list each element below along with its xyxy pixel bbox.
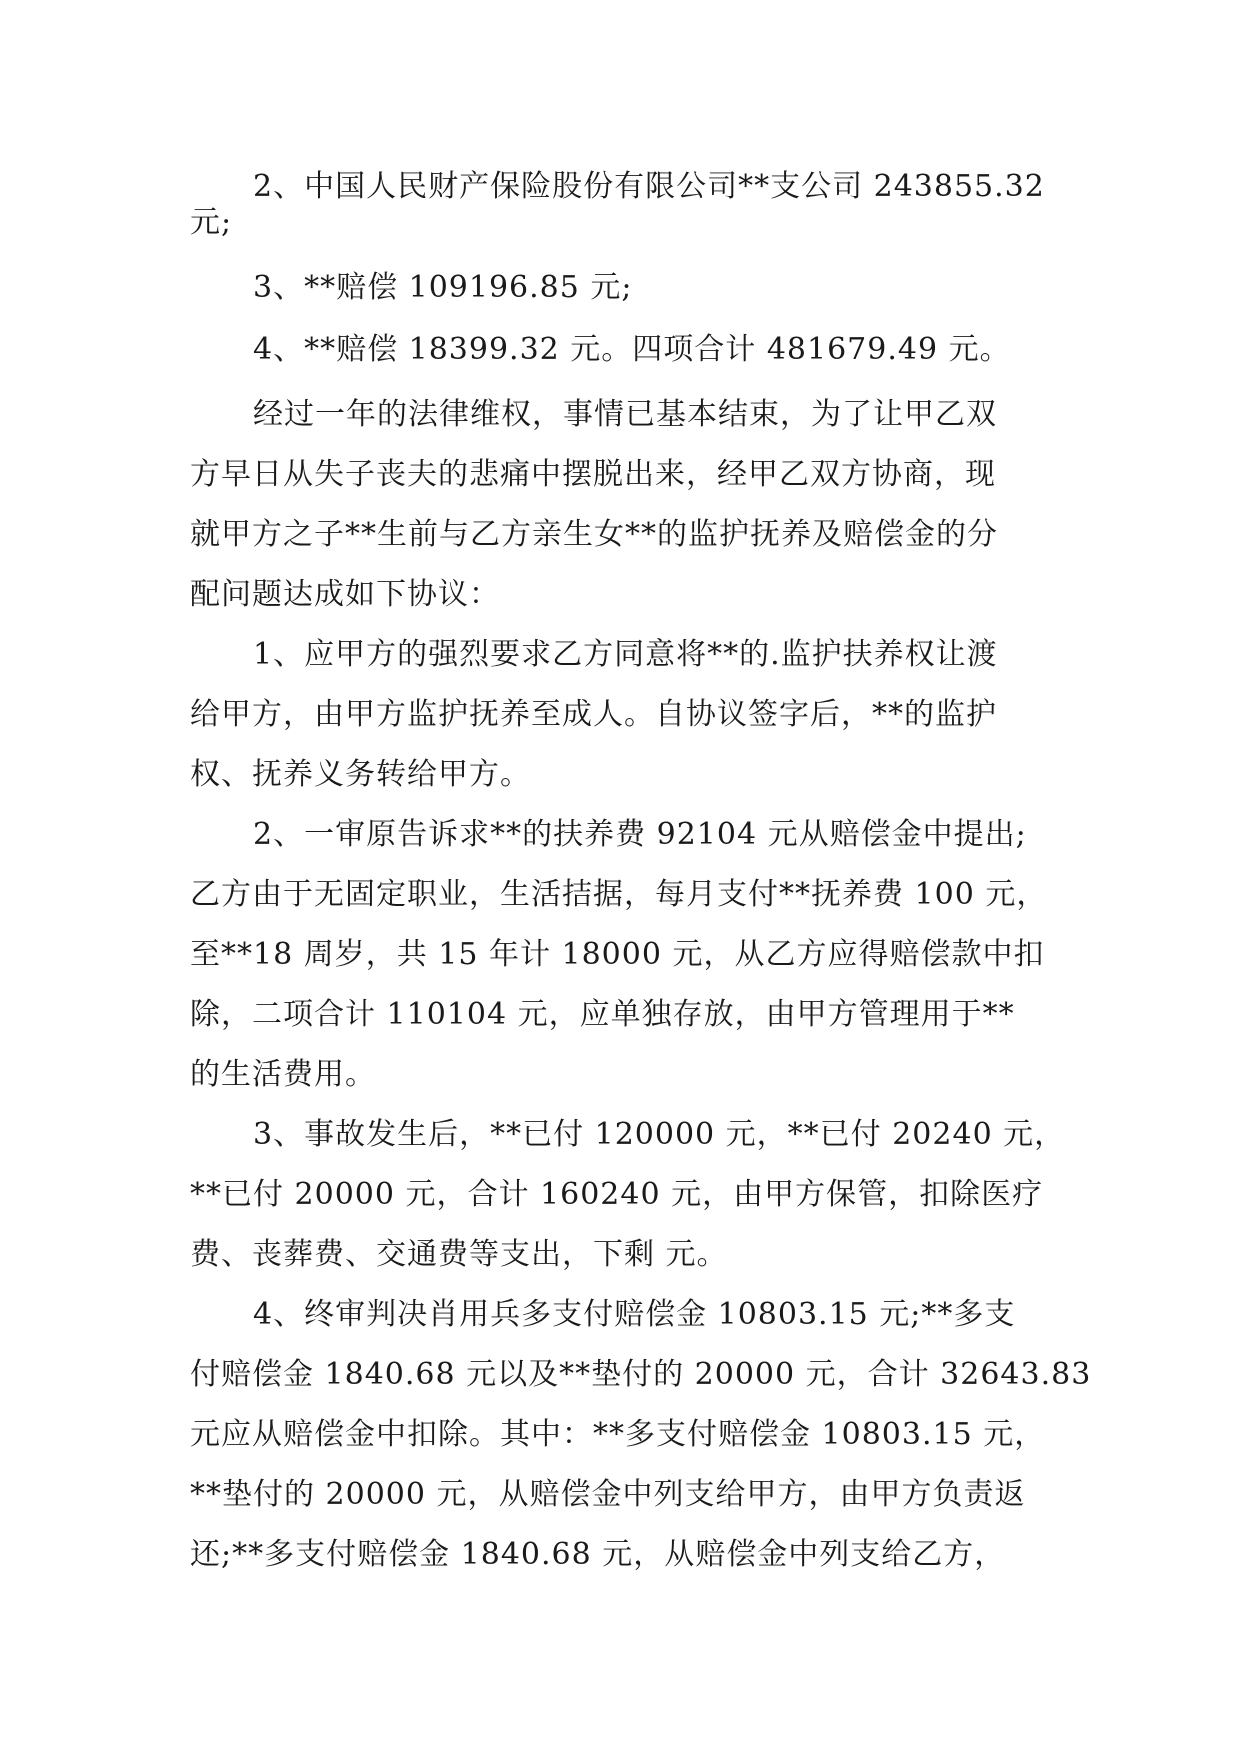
paragraph-line: 2、一审原告诉求**的扶养费 92104 元从赔偿金中提出; (253, 817, 1027, 852)
paragraph-line: 1、应甲方的强烈要求乙方同意将**的.监护扶养权让渡 (253, 637, 998, 672)
paragraph-line: **已付 20000 元，合计 160240 元，由甲方保管，扣除医疗 (190, 1177, 1044, 1212)
paragraph-line: 4、终审判决肖用兵多支付赔偿金 10803.15 元;**多支 (253, 1297, 1016, 1332)
paragraph-line: 方早日从失子丧夫的悲痛中摆脱出来，经甲乙双方协商，现 (190, 457, 996, 492)
paragraph-line: 配问题达成如下协议： (190, 577, 500, 612)
paragraph-line: 3、**赔偿 109196.85 元; (253, 270, 633, 305)
paragraph-line: 经过一年的法律维权，事情已基本结束，为了让甲乙双 (253, 397, 997, 432)
paragraph-line: 3、事故发生后，**已付 120000 元，**已付 20240 元， (253, 1117, 1066, 1152)
paragraph-line: 2、中国人民财产保险股份有限公司**支公司 243855.32 (253, 169, 1045, 204)
paragraph-line: **垫付的 20000 元，从赔偿金中列支给甲方，由甲方负责返 (190, 1477, 1026, 1512)
paragraph-line: 付赔偿金 1840.68 元以及**垫付的 20000 元，合计 32643.83 (190, 1357, 1092, 1392)
paragraph-line: 除，二项合计 110104 元，应单独存放，由甲方管理用于** (190, 997, 1015, 1032)
paragraph-line: 4、**赔偿 18399.32 元。四项合计 481679.49 元。 (253, 332, 1011, 367)
paragraph-line: 费、丧葬费、交通费等支出，下剩 元。 (190, 1237, 728, 1272)
paragraph-line: 元应从赔偿金中扣除。其中：**多支付赔偿金 10803.15 元， (190, 1417, 1046, 1452)
paragraph-line: 就甲方之子**生前与乙方亲生女**的监护抚养及赔偿金的分 (190, 517, 998, 552)
paragraph-line: 的生活费用。 (190, 1057, 376, 1092)
paragraph-line: 元; (190, 205, 233, 240)
paragraph-line: 乙方由于无固定职业，生活拮据，每月支付**抚养费 100 元， (190, 877, 1048, 912)
paragraph-line: 至**18 周岁，共 15 年计 18000 元，从乙方应得赔偿款中扣 (190, 937, 1045, 972)
paragraph-line: 给甲方，由甲方监护抚养至成人。自协议签字后，**的监护 (190, 697, 997, 732)
paragraph-line: 还;**多支付赔偿金 1840.68 元，从赔偿金中列支给乙方， (190, 1537, 1006, 1572)
paragraph-line: 权、抚养义务转给甲方。 (190, 757, 531, 792)
